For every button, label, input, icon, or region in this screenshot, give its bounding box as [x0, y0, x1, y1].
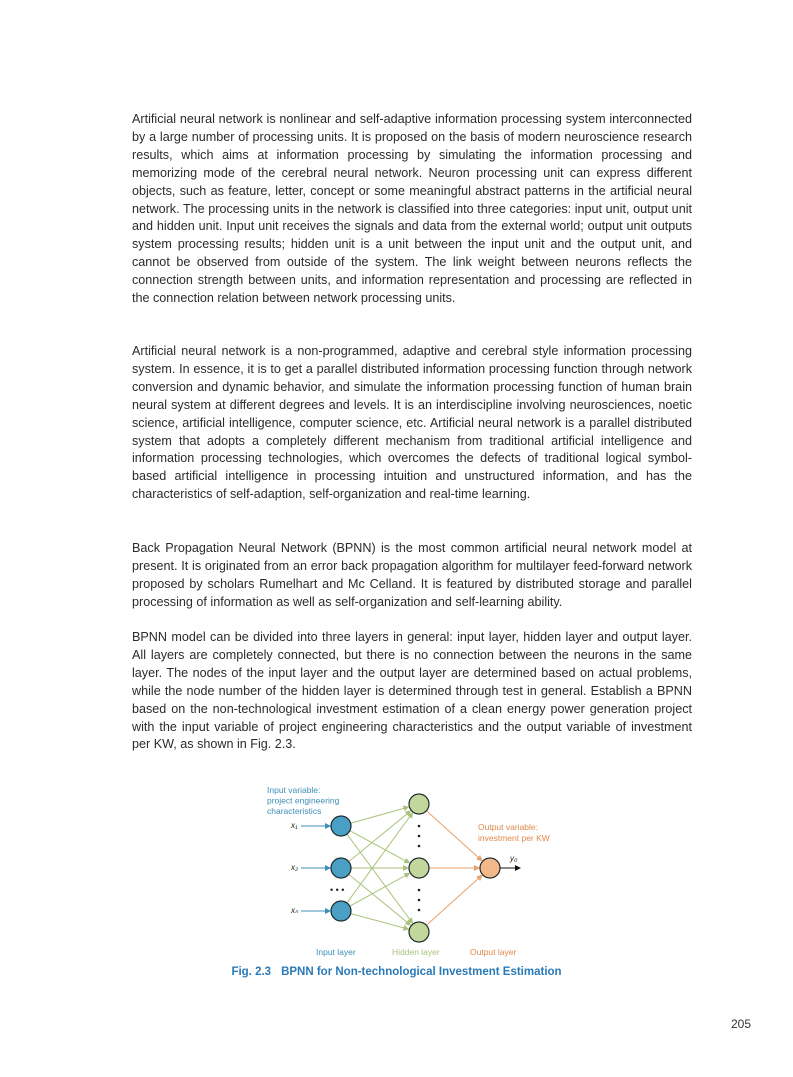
- input-hidden-edge: [349, 811, 411, 862]
- output-variable-label-line2: investment per KW: [478, 833, 550, 843]
- hidden-neuron: [409, 858, 429, 878]
- hidden-ellipsis-dot: [418, 899, 421, 902]
- input-var-x2: x₂: [291, 863, 299, 872]
- input-variable-label-line1: Input variable:: [267, 785, 321, 795]
- hidden-neuron: [409, 794, 429, 814]
- paragraph-bpnn-layers: BPNN model can be divided into three layers in general: input layer, hidden layer and output layer. All layers are completely connected, but there is no connection between the neurons in the same layer. The nodes of the input layer and the output layer are determined based on actual problems, while the node number of the hidden layer is determined through test in general. Establish a BPNN based on the non-technological investment estimation of a clean energy power generation project with the input variable of project engineering characteristics and the output variable of investment per KW, as shown in Fig. 2.3.: [132, 630, 692, 752]
- figure-title: BPNN for Non-technological Investment Estimation: [281, 966, 562, 978]
- input-var-xn: xₙ: [291, 906, 299, 915]
- input-layer-label: Input layer: [316, 947, 356, 957]
- input-ellipsis: • • •: [330, 885, 345, 895]
- hidden-ellipsis-dot: [418, 825, 421, 828]
- output-variable-label-line1: Output variable:: [478, 822, 539, 832]
- input-hidden-edge: [347, 834, 413, 923]
- hidden-layer-label: Hidden layer: [392, 947, 440, 957]
- hidden-ellipsis-dot: [418, 909, 421, 912]
- output-neuron: [480, 858, 500, 878]
- input-var-x1: x₁: [291, 821, 298, 830]
- input-neuron: [331, 816, 351, 836]
- hidden-ellipsis-dot: [418, 889, 421, 892]
- hidden-output-edge: [426, 875, 481, 925]
- input-neuron: [331, 858, 351, 878]
- output-var-y0: y₀: [510, 854, 518, 863]
- input-hidden-edge: [351, 807, 409, 823]
- input-neuron: [331, 901, 351, 921]
- bpnn-diagram-svg: [250, 780, 590, 965]
- input-hidden-edge: [349, 874, 411, 925]
- page-number: 205: [731, 1017, 752, 1031]
- input-variable-label-line2: project engineering: [267, 795, 340, 806]
- bpnn-diagram: [250, 780, 590, 965]
- paragraph-bpnn-intro: Back Propagation Neural Network (BPNN) is the most common artificial neural network model at present. It is originated from an error back propagation algorithm for multilayer feed-forward network proposed by scholars Rumelhart and Mc Celland. It is featured by distributed storage and parallel processing of information as well as self-organization and self-learning ability.: [132, 541, 692, 609]
- output-layer-label: Output layer: [470, 947, 517, 957]
- hidden-ellipsis-dot: [418, 845, 421, 848]
- figure-number: Fig. 2.3: [231, 966, 272, 978]
- paragraph-ann-characteristics: Artificial neural network is a non-programmed, adaptive and cerebral style information processing system. In essence, it is to get a parallel distributed information processing function through network conversion and dynamic behavior, and simulate the information processing function of human brain neural system at different degrees and levels. It is an interdiscipline involving neurosciences, noetic science, artificial intelligence, computer science, etc. Artificial neural network is a parallel distributed system that adopts a completely different mechanism from traditional artificial intelligence and information processing technologies, which overcomes the defects of traditional logical symbol-based artificial intelligence in processing intuition and unstructured information, and has the characteristics of self-adaption, self-organization and real-time learning.: [132, 344, 692, 502]
- paragraph-ann-definition: Artificial neural network is nonlinear and self-adaptive information processing system interconnected by a large number of processing units. It is proposed on the basis of modern neuroscience research results, which aims at information processing by simulating the information processing and memorizing mode of the cerebral neural network. Neuron processing unit can express different objects, such as feature, letter, concept or some meaningful abstract patterns in the artificial neural network. The processing units in the network is classified into three categories: input unit, output unit and hidden unit. Input unit receives the signals and data from the external world; output unit outputs system processing results; hidden unit is a unit between the input unit and the output unit, and cannot be observed from outside of the system. The link weight between neurons reflects the connection strength between units, and information representation and processing are reflected in the connection relation between network processing units.: [132, 112, 692, 306]
- hidden-neuron: [409, 922, 429, 942]
- figure-caption: [0, 966, 793, 978]
- input-variable-label-line3: characteristics: [267, 806, 322, 816]
- hidden-ellipsis-dot: [418, 835, 421, 838]
- hidden-output-edge: [426, 811, 481, 861]
